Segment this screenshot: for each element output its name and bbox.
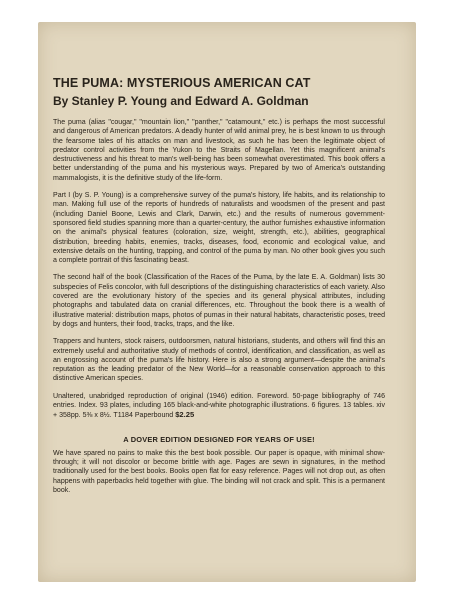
dover-edition-text: We have spared no pains to make this the best book possible. Our paper is opaque, with minimal show-through; it will not discolor or become brittle with age. Pages are sewn in signatures, in the method traditionally used for the best books. Books open flat for easy reference. Pages will not drop out, as often happens with paperbacks held together with glue. The binding will not crack and split. This is a permanent book. bbox=[53, 449, 385, 494]
description-paragraph-2: Part I (by S. P. Young) is a comprehensive survey of the puma's history, life habits, and its relationship to man. Making full use of the reports of hundreds of naturalists and woodsmen of the present and past (including Daniel Boone, Lewis and Clark, Darwin, etc.) and the results of numerous government-sponsored field studies spanning more than a quarter-century, the author furnishes exhaustive information on the animal's physical features (coloration, size, weight, strength, etc.), abilities, geographical distribution, breeding habits, enemies, tracks, diseases, food, economic and ecological value, and extensive details on the hunting, trapping, and control of the puma by man. No other book gives you such a complete portrait of this fascinating beast. bbox=[53, 192, 385, 265]
description-paragraph-3: The second half of the book (Classification of the Races of the Puma, by the late E. A. Goldman) lists 30 subspecies of Felis concolor, with full descriptions of the distinguishing characteristics of each variety. Also covered are the evolutionary history of the species and its general physical attributes, including photographs and tabulated data on cranial differences, etc. Throughout the book there is a wealth of illustrative material: distribution maps, photos of pumas in their natural habitats, characteristic poses, treed by dogs and hunters, their food, tracks, traps, and the like. bbox=[53, 274, 385, 328]
edition-details bbox=[53, 392, 385, 421]
description-paragraph-4: Trappers and hunters, stock raisers, outdoorsmen, natural historians, students, and others will find this an extremely useful and authoritative study of methods of control, identification, and classification, as well as an engrossing account of the puma's life history. Here is also a strong argument—despite the animal's reputation as the leading predator of the New World—for a reasonable conservation approach to this distinctive American species. bbox=[53, 338, 385, 383]
cover-text bbox=[53, 76, 385, 503]
edition-details-text: Unaltered, unabridged reproduction of original (1946) edition. Foreword. 50-page bibliography of 746 entries. Index. 93 plates, including 165 black-and-white photographic illustrations. 6 figures. 13 tables. xiv + 358pp. 5⅜ x 8½. T1184 Paperbound bbox=[53, 392, 385, 420]
description-paragraph-1: The puma (alias "cougar," "mountain lion," "panther," "catamount," etc.) is perhaps the most successful and dangerous of American predators. A deadly hunter of wild animal prey, he is best known to us through the fearsome tales of his attacks on man and livestock, as such he has been the legitimate object of predator control activities from the Yukon to the Straits of Magellan. Yet this magnificent animal's destructiveness and his threat to man's well-being has been somewhat overestimated. This book offers a better understanding of the puma and his mysterious ways. Prepared by two of America's outstanding mammalogists, it is the definitive study of the life-form. bbox=[53, 119, 385, 182]
book-authors: By Stanley P. Young and Edward A. Goldman bbox=[53, 94, 309, 108]
dover-edition-heading: A DOVER EDITION DESIGNED FOR YEARS OF USE! bbox=[123, 434, 315, 444]
price: $2.25 bbox=[175, 410, 195, 420]
book-title: THE PUMA: MYSTERIOUS AMERICAN CAT bbox=[53, 76, 311, 90]
